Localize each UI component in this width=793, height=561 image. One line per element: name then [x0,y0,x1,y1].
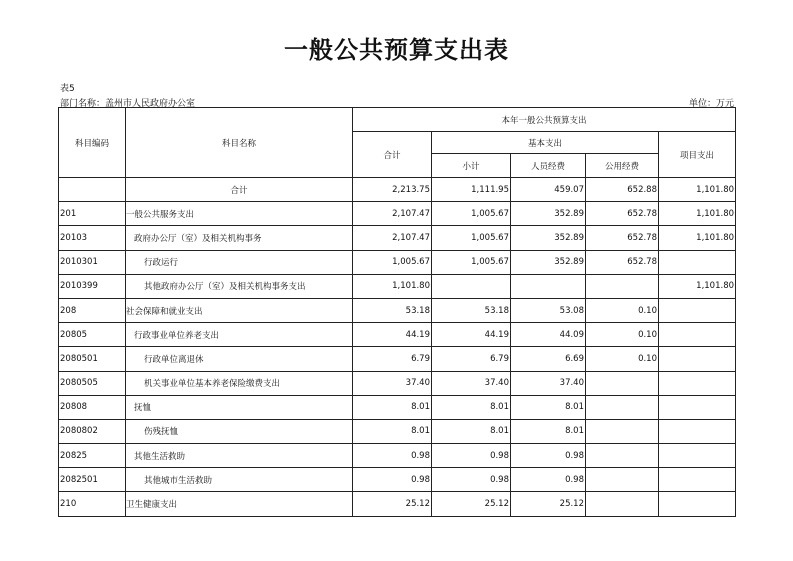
cell-code [59,178,126,202]
cell-personnel: 8.01 [511,419,586,443]
header-basic: 基本支出 [432,132,659,154]
cell-name: 社会保障和就业支出 [126,298,353,322]
cell-project [659,323,736,347]
table-header [59,108,736,178]
cell-subtotal: 1,005.67 [432,226,511,250]
cell-code: 20103 [59,226,126,250]
cell-name: 政府办公厅（室）及相关机构事务 [126,226,353,250]
table-row [59,395,736,419]
cell-code: 2010399 [59,274,126,298]
header-current-year: 本年一般公共预算支出 [353,108,736,132]
cell-personnel: 53.08 [511,298,586,322]
cell-name: 伤残抚恤 [126,419,353,443]
cell-total: 0.98 [353,444,432,468]
cell-total: 2,107.47 [353,226,432,250]
table-body [59,178,736,517]
cell-name: 其他城市生活救助 [126,468,353,492]
table-row [59,274,736,298]
cell-public: 0.10 [586,347,659,371]
cell-project: 1,101.80 [659,226,736,250]
cell-code: 2080802 [59,419,126,443]
cell-project [659,492,736,516]
cell-public: 652.78 [586,202,659,226]
table-row [59,347,736,371]
cell-code: 20808 [59,395,126,419]
table-row [59,492,736,516]
cell-personnel: 37.40 [511,371,586,395]
cell-name: 一般公共服务支出 [126,202,353,226]
table-row [59,419,736,443]
cell-public [586,444,659,468]
cell-project [659,250,736,274]
cell-subtotal: 44.19 [432,323,511,347]
cell-project [659,395,736,419]
cell-subtotal: 0.98 [432,444,511,468]
cell-total: 25.12 [353,492,432,516]
header-code: 科目编码 [59,108,126,178]
cell-name: 其他生活救助 [126,444,353,468]
cell-public [586,492,659,516]
cell-personnel: 352.89 [511,226,586,250]
cell-project [659,468,736,492]
cell-public [586,395,659,419]
cell-total: 2,213.75 [353,178,432,202]
cell-name: 机关事业单位基本养老保险缴费支出 [126,371,353,395]
header-subtotal: 小计 [432,154,511,178]
cell-personnel: 44.09 [511,323,586,347]
cell-total: 1,101.80 [353,274,432,298]
cell-public [586,468,659,492]
table-row [59,323,736,347]
header-name: 科目名称 [126,108,353,178]
cell-name: 抚恤 [126,395,353,419]
table-row [59,250,736,274]
cell-total: 6.79 [353,347,432,371]
cell-project [659,298,736,322]
cell-subtotal: 0.98 [432,468,511,492]
cell-personnel: 459.07 [511,178,586,202]
cell-personnel: 352.89 [511,202,586,226]
unit-label: 单位：万元 [688,99,734,109]
cell-name: 行政运行 [126,250,353,274]
cell-project: 1,101.80 [659,202,736,226]
cell-public [586,371,659,395]
cell-project: 1,101.80 [659,274,736,298]
cell-project [659,419,736,443]
page-title: 一般公共预算支出表 [284,36,509,64]
cell-public [586,274,659,298]
cell-subtotal: 25.12 [432,492,511,516]
cell-code: 201 [59,202,126,226]
cell-personnel: 25.12 [511,492,586,516]
budget-table [58,107,736,517]
cell-personnel: 0.98 [511,468,586,492]
table-row [59,468,736,492]
table-row [59,226,736,250]
cell-total: 37.40 [353,371,432,395]
cell-name: 其他政府办公厅（室）及相关机构事务支出 [126,274,353,298]
cell-public: 652.78 [586,250,659,274]
cell-public [586,419,659,443]
cell-personnel: 352.89 [511,250,586,274]
header-total: 合计 [353,132,432,178]
cell-total: 53.18 [353,298,432,322]
cell-total: 8.01 [353,419,432,443]
cell-code: 2080501 [59,347,126,371]
cell-personnel: 0.98 [511,444,586,468]
cell-public: 0.10 [586,298,659,322]
cell-total: 44.19 [353,323,432,347]
cell-public: 652.88 [586,178,659,202]
header-public: 公用经费 [586,154,659,178]
cell-project [659,371,736,395]
cell-total: 1,005.67 [353,250,432,274]
cell-personnel [511,274,586,298]
cell-subtotal [432,274,511,298]
table-row [59,298,736,322]
table-row [59,178,736,202]
cell-name: 行政单位离退休 [126,347,353,371]
table-number: 表5 [60,84,75,94]
header-personnel: 人员经费 [511,154,586,178]
table-row [59,371,736,395]
cell-code: 2080505 [59,371,126,395]
cell-subtotal: 1,111.95 [432,178,511,202]
cell-subtotal: 1,005.67 [432,202,511,226]
table-row [59,444,736,468]
table-row [59,202,736,226]
cell-public: 652.78 [586,226,659,250]
cell-subtotal: 6.79 [432,347,511,371]
department-name: 部门名称：盖州市人民政府办公室 [60,99,196,109]
cell-project [659,347,736,371]
cell-total: 0.98 [353,468,432,492]
cell-total: 2,107.47 [353,202,432,226]
cell-code: 20805 [59,323,126,347]
cell-public: 0.10 [586,323,659,347]
cell-project: 1,101.80 [659,178,736,202]
cell-subtotal: 1,005.67 [432,250,511,274]
cell-code: 2010301 [59,250,126,274]
cell-subtotal: 8.01 [432,395,511,419]
cell-name: 行政事业单位养老支出 [126,323,353,347]
cell-name: 合计 [126,178,353,202]
cell-code: 208 [59,298,126,322]
cell-name: 卫生健康支出 [126,492,353,516]
header-project: 项目支出 [659,132,736,178]
cell-total: 8.01 [353,395,432,419]
cell-code: 20825 [59,444,126,468]
cell-personnel: 6.69 [511,347,586,371]
cell-subtotal: 53.18 [432,298,511,322]
cell-subtotal: 37.40 [432,371,511,395]
cell-project [659,444,736,468]
cell-subtotal: 8.01 [432,419,511,443]
cell-code: 2082501 [59,468,126,492]
cell-code: 210 [59,492,126,516]
cell-personnel: 8.01 [511,395,586,419]
